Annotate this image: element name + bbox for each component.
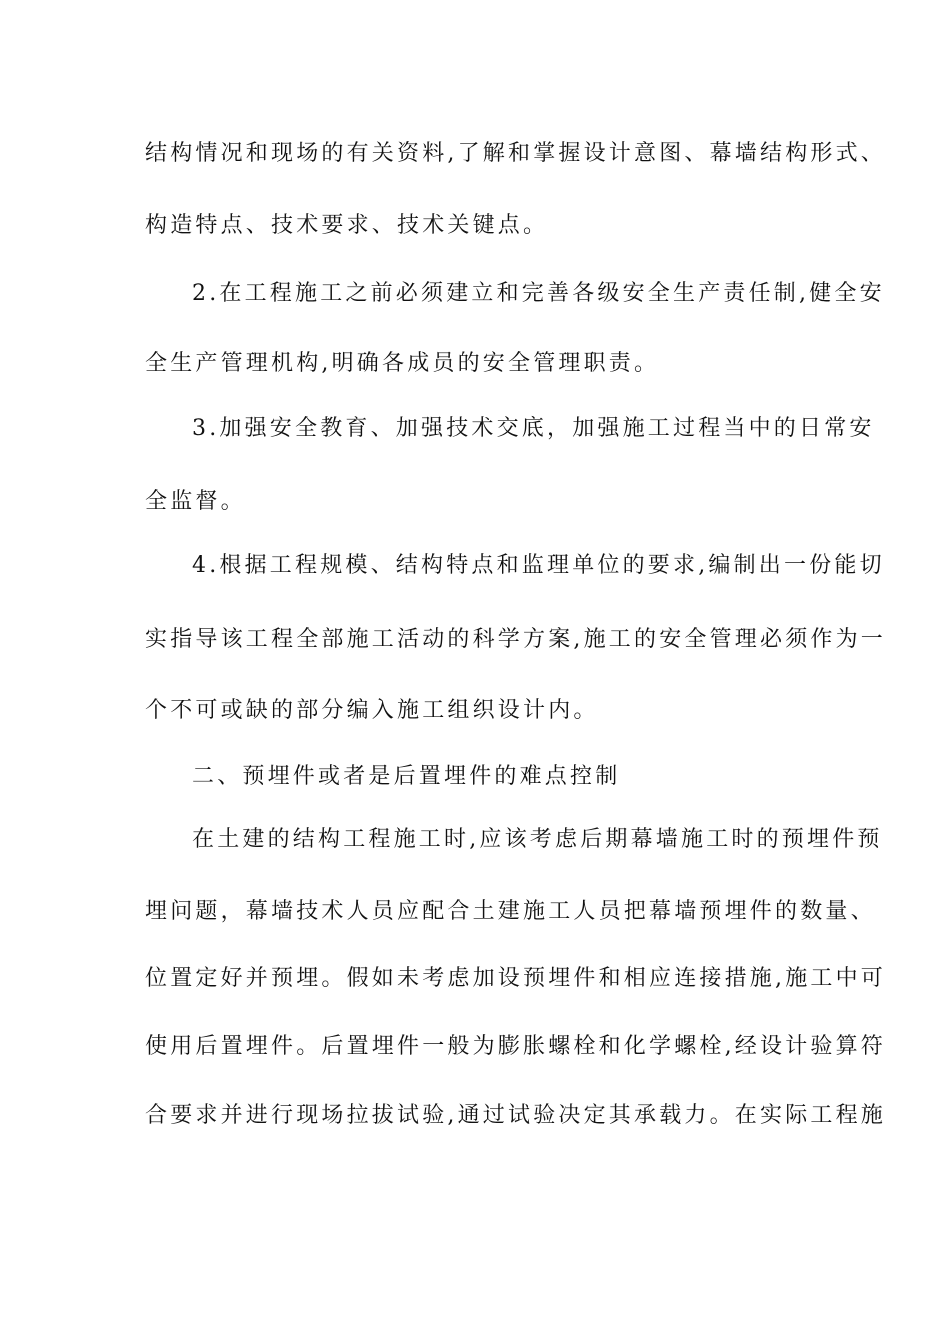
paragraph-4-line-2: 实指导该工程全部施工活动的科学方案,施工的安全管理必须作为一 — [145, 627, 886, 652]
paragraph-5-line-2: 埋问题，幕墙技术人员应配合土建施工人员把幕墙预埋件的数量、 — [145, 899, 876, 924]
paragraph-5-line-3: 位置定好并预埋。假如未考虑加设预埋件和相应连接措施,施工中可 — [145, 966, 886, 991]
text-line-2: 构造特点、技术要求、技术关键点。 — [145, 213, 549, 238]
paragraph-4-line-3: 个不可或缺的部分编入施工组织设计内。 — [145, 698, 599, 723]
text-line-1: 结构情况和现场的有关资料,了解和掌握设计意图、幕墙结构形式、 — [145, 141, 886, 166]
section-heading: 二、预埋件或者是后置埋件的难点控制 — [192, 764, 621, 789]
paragraph-3-line-1: 3.加强安全教育、加强技术交底，加强施工过程当中的日常安 — [192, 416, 875, 441]
paragraph-2-line-1: 2.在工程施工之前必须建立和完善各级安全生产责任制,健全安 — [192, 281, 885, 306]
paragraph-5-line-5: 合要求并进行现场拉拔试验,通过试验决定其承载力。在实际工程施 — [145, 1103, 886, 1128]
paragraph-5-line-4: 使用后置埋件。后置埋件一般为膨胀螺栓和化学螺栓,经设计验算符 — [145, 1034, 886, 1059]
paragraph-4-line-1: 4.根据工程规模、结构特点和监理单位的要求,编制出一份能切 — [192, 553, 885, 578]
paragraph-3-line-2: 全监督。 — [145, 489, 246, 514]
paragraph-5-line-1: 在土建的结构工程施工时,应该考虑后期幕墙施工时的预埋件预 — [192, 827, 883, 852]
paragraph-2-line-2: 全生产管理机构,明确各成员的安全管理职责。 — [145, 351, 660, 376]
